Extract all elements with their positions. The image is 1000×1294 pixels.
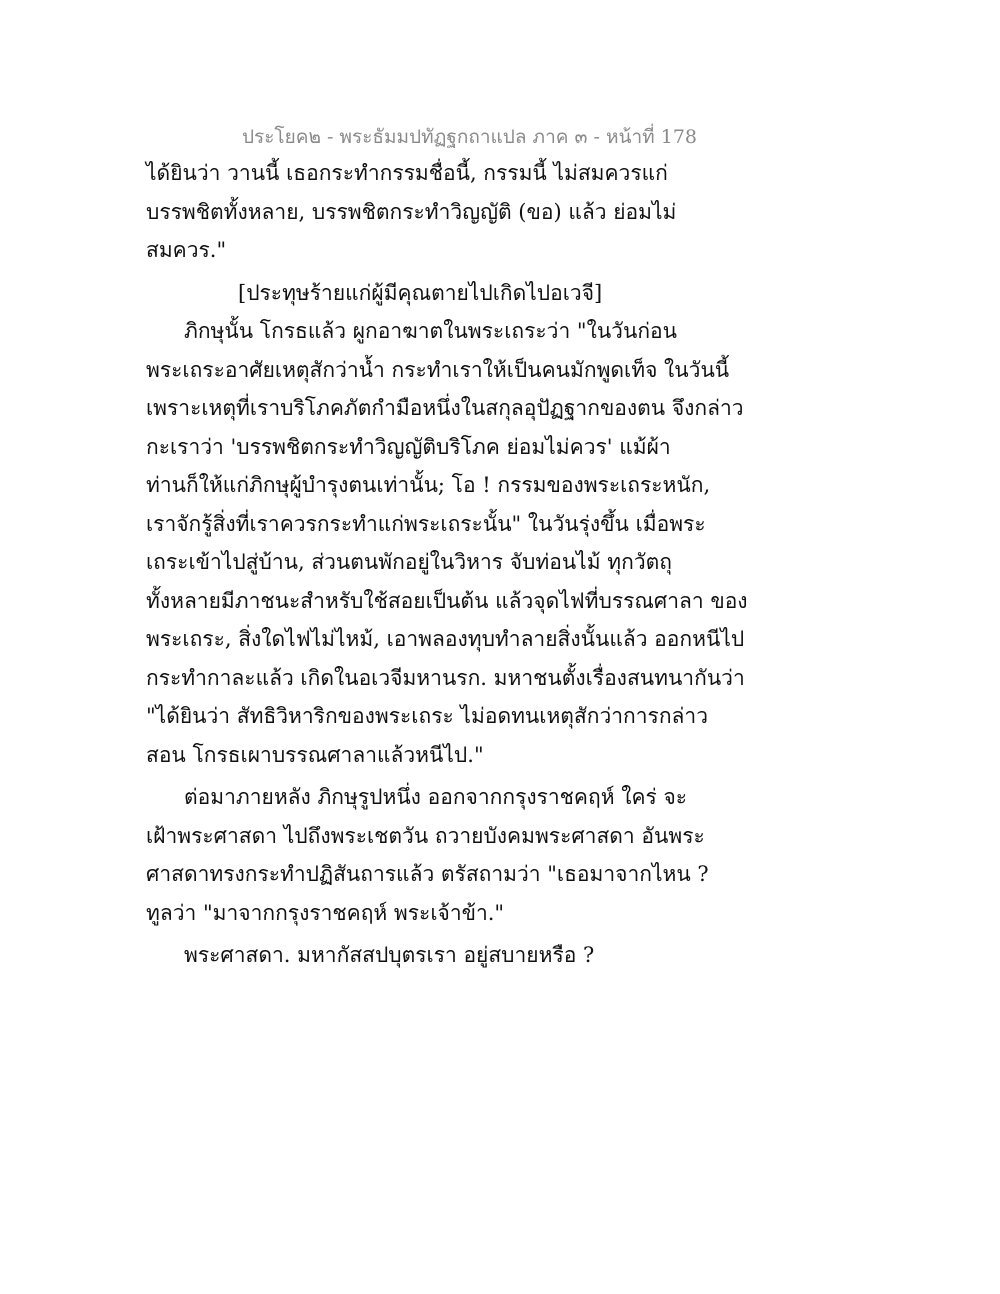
section-title: [ประทุษร้ายแก่ผู้มีคุณตายไปเกิดไปอเวจี] [238, 280, 603, 305]
text-line: กระทำกาละแล้ว เกิดในอเวจีมหานรก. มหาชนตั้งเรื่องสนทนากันว่า [146, 665, 745, 690]
document-body [146, 154, 746, 975]
text-line: ทั้งหลายมีภาชนะสำหรับใช้สอยเป็นต้น แล้วจุดไฟที่บรรณศาลา ของ [146, 588, 748, 613]
running-header: ประโยค๒ - พระธัมมปทัฏฐกถาแปล ภาค ๓ - หน้าที่ 178 [241, 126, 697, 148]
text-line: สมควร." [146, 238, 227, 262]
text-line: กะเราว่า 'บรรพชิตกระทำวิญญัติบริโภค ย่อมไม่ควร' แม้ผ้า [146, 434, 671, 459]
text-line: ท่านก็ให้แก่ภิกษุผู้บำรุงตนเท่านั้น; โอ ! กรรมของพระเถระหนัก, [146, 473, 711, 497]
text-line: ศาสดาทรงกระทำปฏิสันถารแล้ว ตรัสถามว่า "เธอมาจากไหน ? [146, 862, 709, 886]
text-line: ต่อมาภายหลัง ภิกษุรูปหนึ่ง ออกจากกรุงราชคฤห์ ใคร่ จะ [184, 785, 688, 809]
text-line: "ได้ยินว่า สัทธิวิหาริกของพระเถระ ไม่อดทนเหตุสักว่าการกล่าว [146, 704, 709, 728]
text-line: ภิกษุนั้น โกรธแล้ว ผูกอาฆาตในพระเถระว่า "ในวันก่อน [184, 319, 678, 343]
text-line: พระเถระอาศัยเหตุสักว่าน้ำ กระทำเราให้เป็นคนมักพูดเท็จ ในวันนี้ [146, 357, 730, 382]
text-line: พระเถระ, สิ่งใดไฟไม่ไหม้, เอาพลองทุบทำลายสิ่งนั้นแล้ว ออกหนีไป [146, 627, 745, 651]
text-line: สอน โกรธเผาบรรณศาลาแล้วหนีไป." [146, 742, 484, 767]
text-line: ได้ยินว่า วานนี้ เธอกระทำกรรมชื่อนี้, กรรมนี้ ไม่สมควรแก่ [146, 161, 668, 185]
text-line: พระศาสดา. มหากัสสปบุตรเรา อยู่สบายหรือ ? [184, 943, 595, 967]
text-line: เพราะเหตุที่เราบริโภคภัตกำมือหนึ่งในสกุลอุปัฏฐากของตน จึงกล่าว [146, 396, 744, 420]
text-line: บรรพชิตทั้งหลาย, บรรพชิตกระทำวิญญัติ (ขอ) แล้ว ย่อมไม่ [146, 199, 677, 224]
text-line: เราจักรู้สิ่งที่เราควรกระทำแก่พระเถระนั้น" ในวันรุ่งขึ้น เมื่อพระ [146, 511, 706, 536]
text-line: เฝ้าพระศาสดา ไปถึงพระเชตวัน ถวายบังคมพระศาสดา อันพระ [146, 823, 705, 848]
text-line: เถระเข้าไปสู่บ้าน, ส่วนตนพักอยู่ในวิหาร จับท่อนไม้ ทุกวัตถุ [146, 550, 672, 574]
text-line: ทูลว่า "มาจากกรุงราชคฤห์ พระเจ้าข้า." [146, 900, 505, 925]
